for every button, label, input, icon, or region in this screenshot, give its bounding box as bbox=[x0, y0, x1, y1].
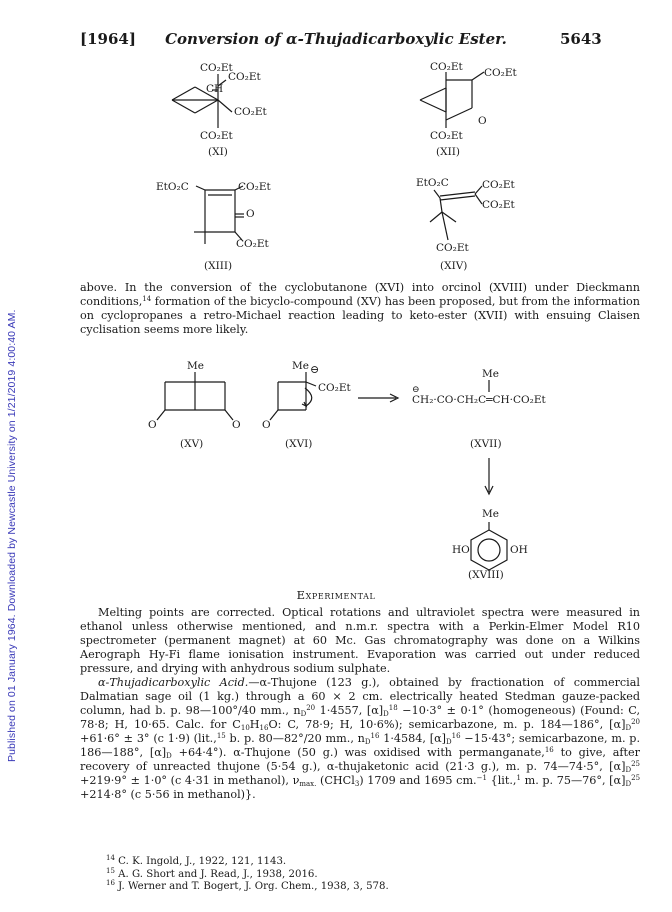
xv-o-left: O bbox=[148, 419, 157, 431]
xiii-oxo: O bbox=[246, 208, 255, 220]
structure-xii-bonds bbox=[420, 72, 484, 128]
structure-xi-bonds bbox=[172, 74, 232, 128]
xiv-right-group-2: CO₂Et bbox=[482, 199, 515, 211]
xii-oxo: O bbox=[478, 115, 487, 127]
xvi-group: CO₂Et bbox=[318, 382, 351, 394]
structure-xiv-bonds bbox=[430, 186, 482, 240]
reaction-arrow-down bbox=[485, 458, 493, 494]
xiv-bottom-group: CO₂Et bbox=[436, 242, 469, 254]
xi-label: (XI) bbox=[208, 146, 228, 158]
xvi-label: (XVI) bbox=[285, 438, 313, 450]
xv-o-right: O bbox=[232, 419, 241, 431]
structure-xiii-bonds bbox=[194, 186, 244, 244]
xviii-oh: OH bbox=[510, 544, 528, 556]
xi-side-group-1: CO₂Et bbox=[228, 71, 261, 83]
xiii-right-group: CO₂Et bbox=[238, 181, 271, 193]
xvi-charge: ⊖ bbox=[310, 363, 320, 376]
xvi-oxo: O bbox=[262, 419, 271, 431]
reference-number: 15 bbox=[106, 866, 115, 875]
header-title: Conversion of α-Thujadicarboxylic Ester. bbox=[165, 30, 507, 48]
watermark-text: Published on 01 January 1964. Downloaded by Newcastle University on 1/21/2019 4:00:40 AM. bbox=[6, 309, 18, 762]
reaction-arrow-right bbox=[358, 394, 398, 402]
reference-number: 14 bbox=[106, 854, 115, 862]
paragraph-discussion bbox=[80, 281, 640, 337]
xi-side-group-2: CO₂Et bbox=[234, 106, 267, 118]
xiii-label: (XIII) bbox=[204, 260, 233, 272]
paragraph-discussion-text: above. In the conversion of the cyclobutanone (XVI) into orcinol (XVIII) under Dieckmann conditions,$^{14}$ formation of the bicyclo-compound (XV) has been proposed, but from the information on cyclopropanes a retro-Michael reaction leading to keto-ester (XVII) with ensuing Claisen cyclisation seems more likely. bbox=[80, 281, 640, 336]
header-year: [1964] bbox=[80, 30, 136, 48]
xvii-formula: CH₂·CO·CH₂C═CH·CO₂Et bbox=[412, 394, 546, 406]
xiv-label: (XIV) bbox=[440, 260, 468, 272]
reference-item bbox=[106, 881, 389, 894]
reference-item bbox=[106, 866, 389, 882]
paragraph-thujadicarboxylic-acid bbox=[80, 676, 640, 802]
xviii-me: Me bbox=[482, 508, 499, 520]
xviii-ho: HO bbox=[452, 544, 470, 556]
xii-bottom-group: CO₂Et bbox=[430, 130, 463, 142]
reference-item bbox=[106, 856, 389, 869]
xiv-right-group-1: CO₂Et bbox=[482, 179, 515, 191]
structure-xviii-ring bbox=[471, 522, 507, 570]
xiii-left-group: EtO₂C bbox=[156, 181, 189, 193]
xiv-left-group: EtO₂C bbox=[416, 177, 449, 189]
reference-text: C. K. Ingold, J., 1922, 121, 1143. bbox=[118, 856, 287, 867]
xvii-me: Me bbox=[482, 368, 499, 380]
footnote-references bbox=[106, 856, 389, 894]
page-number: 5643 bbox=[560, 30, 602, 48]
xi-ch: CH bbox=[206, 83, 224, 95]
structure-xvi-bonds bbox=[270, 372, 316, 420]
xv-label: (XV) bbox=[180, 438, 204, 450]
xviii-label: (XVIII) bbox=[468, 569, 504, 581]
reference-text: J. Werner and T. Bogert, J. Org. Chem., 1938, 3, 578. bbox=[118, 881, 389, 892]
xvii-charge: ⊖ bbox=[412, 385, 420, 395]
reference-number: 16 bbox=[106, 879, 115, 887]
xii-label: (XII) bbox=[436, 146, 460, 158]
xv-me: Me bbox=[187, 360, 204, 372]
xiii-bottom-group: CO₂Et bbox=[236, 238, 269, 250]
xii-side-group: CO₂Et bbox=[484, 67, 517, 79]
paragraph-body: —α-Thujone (123 g.), obtained by fractionation of commercial Dalmatian sage oil (1 kg.) through a 60 × 2 cm. electrically heated Stedman gauze-packed column, had b. p. 98—100°/40 mm., $n_D^{20}$ 1·4557, $[\alpha]_D^{18} -10\cdot 3^\circ \pm 0\cdot 1^\circ$ (homogeneous) (Found: C, 78·8; H, 10·65. Calc. for $C_{10}H_{16}O$: C, 78·9; H, 10·6%); semicarbazone, m. p. 184—186°, $[\alpha]_D^{20} +61\cdot 6^\circ \pm 3^\circ$ (c 1·9) (lit.,$^{15}$ b. p. 80—82°/20 mm., $n_D^{16}$ 1·4584, $[\alpha]_D^{16} -15\cdot 43^\circ$; semicarbazone, m. p. 186—188°, $[\alpha]_D +64\cdot 4^\circ$). α-Thujone (50 g.) was oxidised with permanganate,$^{16}$ to give, after recovery of unreacted thujone (5·54 g.), α-thujaketonic acid (21·3 g.), m. p. 74—74·5°, $[\alpha]_D^{25} +219\cdot 9^\circ \pm 1\cdot 0^\circ$ (c 4·31 in methanol), $\nu_{max.}$ (CHCl$_3$) 1709 and 1695 cm.$^{-1}$ {lit.,$^1$ m. p. 75—76°, $[\alpha]_D^{25} +214\cdot 8^\circ$ (c 5·56 in methanol)}. bbox=[80, 676, 641, 801]
reference-text: A. G. Short and J. Read, J., 1938, 2016. bbox=[118, 868, 318, 880]
structure-xv-bonds bbox=[157, 372, 233, 420]
paragraph-subtitle: α-Thujadicarboxylic Acid. bbox=[98, 676, 249, 689]
xii-top-group: CO₂Et bbox=[430, 61, 463, 73]
xvii-label: (XVII) bbox=[470, 438, 502, 450]
xvi-me: Me bbox=[292, 360, 309, 372]
paragraph-general-methods: Melting points are corrected. Optical rotations and ultraviolet spectra were measured in ethanol unless otherwise mentioned, and n.m.r. spectra with a Perkin-Elmer Model R10 spectrometer (permanent magnet) at 60 Mc. Gas chromatography was done on a Wilkins Aerograph Hy-Fi flame ionisation instrument. Evaporation was carried out under reduced pressure, and drying with anhydrous sodium sulphate. bbox=[80, 606, 640, 675]
xi-top-group: CO₂Et bbox=[200, 62, 233, 74]
section-heading-experimental: Experimental bbox=[296, 588, 376, 602]
xi-bottom-group: CO₂Et bbox=[200, 130, 233, 142]
